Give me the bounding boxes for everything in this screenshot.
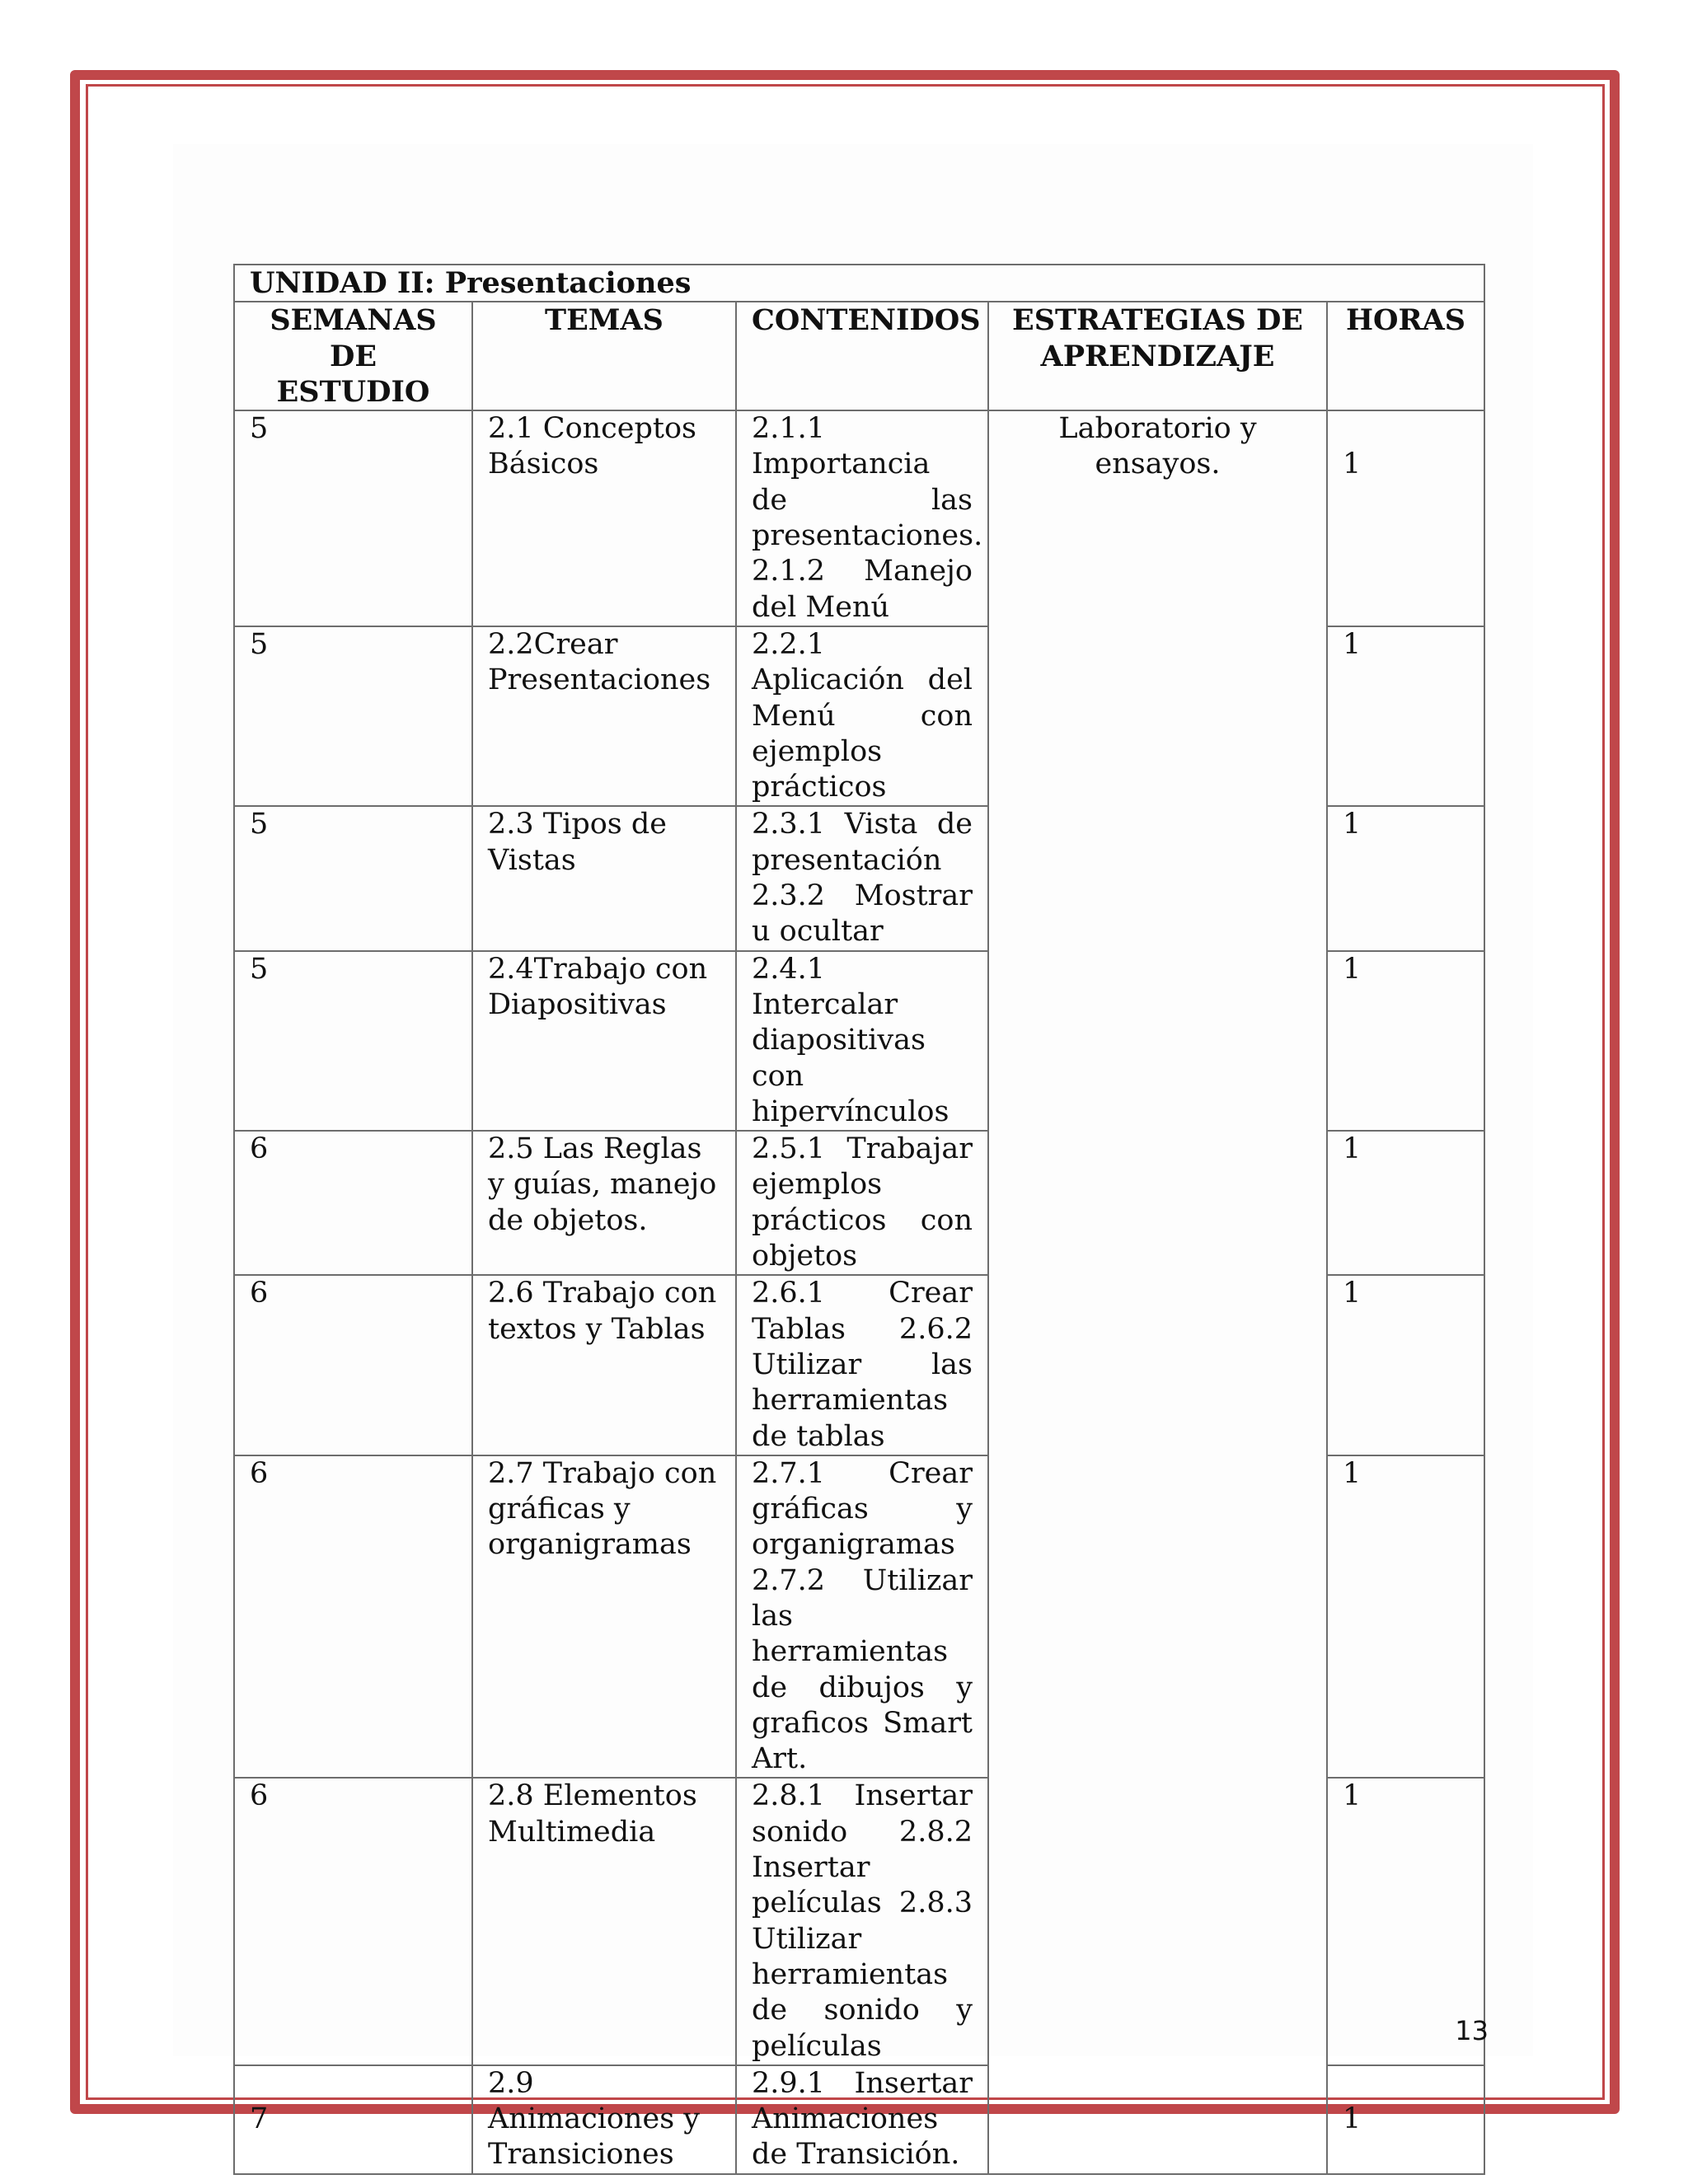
header-row (234, 302, 1484, 410)
content-cell: 2.8.1 Insertar sonido 2.8.2 Insertar películas 2.8.3 Utilizar herramientas de sonido y películas (736, 1778, 988, 2064)
week-cell: 5 (234, 626, 472, 806)
week-cell: 6 (234, 1455, 472, 1779)
content-cell: 2.4.1 Intercalar diapositivas con hipervínculos (736, 951, 988, 1131)
table-row (234, 410, 1484, 626)
strategy-cell: Laboratorio y ensayos. (988, 410, 1327, 2174)
syllabus-table (233, 264, 1485, 2175)
hours-cell: 1 (1327, 626, 1484, 806)
topic-cell: 2.4Trabajo con Diapositivas (472, 951, 736, 1131)
hours-cell: 1 (1327, 1275, 1484, 1455)
hours-cell: 1 (1327, 1778, 1484, 2064)
week-cell: 5 (234, 806, 472, 950)
week-cell: 6 (234, 1275, 472, 1455)
content-cell: 2.5.1 Trabajar ejemplos prácticos con objetos (736, 1131, 988, 1275)
column-header-hours: HORAS (1327, 302, 1484, 410)
unit-title: UNIDAD II: Presentaciones (234, 265, 1484, 302)
topic-cell: 2.3 Tipos de Vistas (472, 806, 736, 950)
topic-cell: 2.6 Trabajo con textos y Tablas (472, 1275, 736, 1455)
week-cell: 5 (234, 410, 472, 626)
topic-cell: 2.2Crear Presentaciones (472, 626, 736, 806)
page-number: 13 (1455, 2015, 1489, 2046)
week-cell: 7 (234, 2065, 472, 2174)
hours-cell: 1 (1327, 2065, 1484, 2174)
content-cell: 2.3.1 Vista de presentación 2.3.2 Mostrar u ocultar (736, 806, 988, 950)
week-cell: 5 (234, 951, 472, 1131)
hours-cell: 1 (1327, 1455, 1484, 1779)
content-cell: 2.6.1 Crear Tablas 2.6.2 Utilizar las herramientas de tablas (736, 1275, 988, 1455)
unit-title-row (234, 265, 1484, 302)
topic-cell: 2.8 Elementos Multimedia (472, 1778, 736, 2064)
column-header-weeks: SEMANAS DE ESTUDIO (234, 302, 472, 410)
topic-cell: 2.5 Las Reglas y guías, manejo de objetos. (472, 1131, 736, 1275)
hours-cell: 1 (1327, 806, 1484, 950)
column-header-strategies: ESTRATEGIAS DE APRENDIZAJE (988, 302, 1327, 410)
content-cell: 2.2.1 Aplicación del Menú con ejemplos prácticos (736, 626, 988, 806)
week-cell: 6 (234, 1778, 472, 2064)
topic-cell: 2.7 Trabajo con gráficas y organigramas (472, 1455, 736, 1779)
hours-cell: 1 (1327, 951, 1484, 1131)
topic-cell: 2.1 Conceptos Básicos (472, 410, 736, 626)
column-header-contents: CONTENIDOS (736, 302, 988, 410)
week-cell: 6 (234, 1131, 472, 1275)
content-cell: 2.1.1 Importancia de las presentaciones. 2.1.2 Manejo del Menú (736, 410, 988, 626)
content-cell: 2.9.1 Insertar Animaciones de Transición. (736, 2065, 988, 2174)
topic-cell: 2.9 Animaciones y Transiciones (472, 2065, 736, 2174)
hours-cell: 1 (1327, 410, 1484, 626)
content-cell: 2.7.1 Crear gráficas y organigramas 2.7.2 Utilizar las herramientas de dibujos y graficos Smart Art. (736, 1455, 988, 1779)
hours-cell: 1 (1327, 1131, 1484, 1275)
column-header-topics: TEMAS (472, 302, 736, 410)
